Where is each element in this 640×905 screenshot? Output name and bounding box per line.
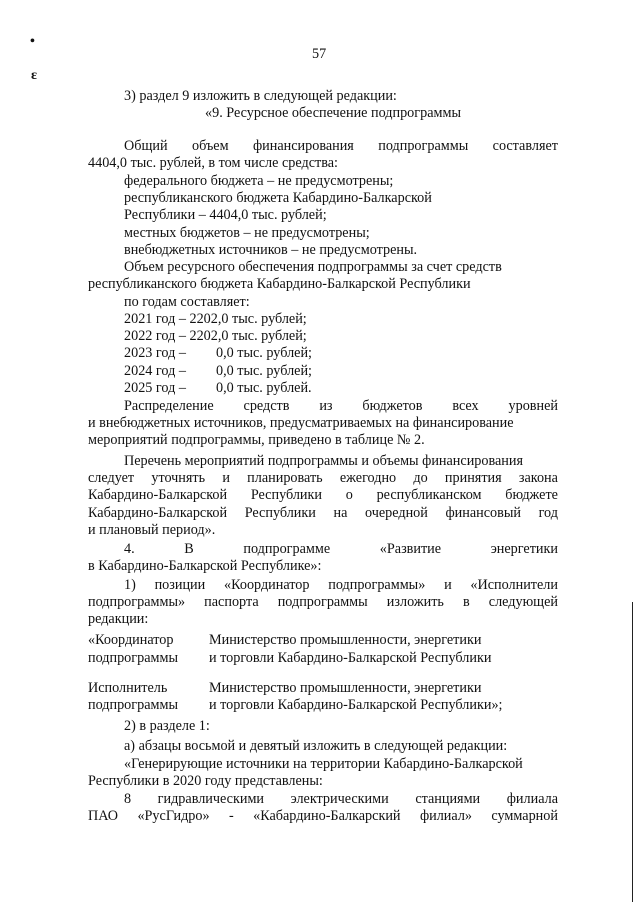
word: позиции: [154, 577, 206, 593]
word: подпрограмме: [243, 541, 331, 557]
word: уточнять: [151, 470, 206, 486]
word: подпрограммы: [277, 594, 368, 610]
word: уровней: [508, 398, 558, 414]
page-number: 57: [312, 46, 327, 62]
paragraph-line: мероприятий подпрограммы, приведено в таблице № 2.: [88, 432, 425, 448]
word: Республики: [244, 505, 316, 521]
word: филиала: [506, 791, 558, 807]
word: Кабардино-Балкарской: [88, 505, 228, 521]
word: подпрограммы»: [88, 594, 186, 610]
word: в: [462, 594, 470, 610]
word: на: [333, 505, 348, 521]
word: 8: [124, 791, 132, 807]
paragraph-line: Республики в 2020 году представлены:: [88, 773, 323, 789]
word: всех: [452, 398, 479, 414]
word: республиканском: [376, 487, 482, 503]
justified-line: [88, 808, 558, 825]
year-label: 2025 год –: [124, 380, 186, 396]
table-label: «Координатор: [88, 632, 174, 648]
word: гидравлическими: [157, 791, 265, 807]
paragraph-line: по годам составляет:: [124, 294, 250, 310]
word: принятия: [444, 470, 502, 486]
word: суммарной: [491, 808, 558, 824]
word: из: [319, 398, 333, 414]
table-value: и торговли Кабардино-Балкарской Республики: [209, 650, 492, 666]
justified-line: [124, 138, 558, 155]
word: следующей: [488, 594, 558, 610]
paragraph-line: 3) раздел 9 изложить в следующей редакции:: [124, 88, 397, 104]
word: ПАО: [88, 808, 119, 824]
paragraph-line: 2) в разделе 1:: [124, 718, 210, 734]
word: В: [184, 541, 194, 557]
paragraph-line: и внебюджетных источников, предусматриваемых на финансирование: [88, 415, 514, 431]
justified-line: [88, 470, 558, 487]
paragraph-line: внебюджетных источников – не предусмотрены.: [124, 242, 418, 258]
word: планировать: [247, 470, 323, 486]
year-amount: 0,0 тыс. рублей;: [216, 363, 312, 379]
word: «РусГидро»: [137, 808, 210, 824]
margin-mark: ɛ: [31, 68, 37, 83]
table-label: Исполнитель: [88, 680, 168, 696]
word: «Развитие: [379, 541, 442, 557]
word: филиал»: [419, 808, 472, 824]
word: «Исполнители: [470, 577, 558, 593]
word: Республики: [250, 487, 323, 503]
table-value: Министерство промышленности, энергетики: [209, 632, 482, 648]
paragraph-line: Перечень мероприятий подпрограммы и объемы финансирования: [124, 453, 523, 469]
word: Распределение: [124, 398, 214, 414]
paragraph-line: республиканского бюджета Кабардино-Балкарской: [124, 190, 432, 206]
justified-line: [88, 505, 558, 522]
word: изложить: [386, 594, 444, 610]
year-label: 2023 год –: [124, 345, 186, 361]
word: Кабардино-Балкарской: [88, 487, 228, 503]
word: финансирования: [252, 138, 354, 154]
justified-line: [124, 398, 558, 415]
word: бюджете: [505, 487, 558, 503]
paragraph-line: «Генерирующие источники на территории Кабардино-Балкарской: [124, 756, 523, 772]
paragraph-line: местных бюджетов – не предусмотрены;: [124, 225, 370, 241]
word: подпрограммы»: [328, 577, 426, 593]
year-amount: 0,0 тыс. рублей.: [216, 380, 312, 396]
word: следует: [88, 470, 135, 486]
scan-edge-line: [632, 602, 633, 902]
paragraph-line: республиканского бюджета Кабардино-Балкарской Республики: [88, 276, 471, 292]
word: станциями: [415, 791, 481, 807]
word: и: [444, 577, 452, 593]
table-value: и торговли Кабардино-Балкарской Республики»;: [209, 697, 503, 713]
word: «Координатор: [224, 577, 310, 593]
justified-line: [88, 594, 558, 611]
word: энергетики: [490, 541, 558, 557]
word: составляет: [492, 138, 558, 154]
word: бюджетов: [362, 398, 423, 414]
word: «Кабардино-Балкарский: [253, 808, 401, 824]
paragraph-line: и плановый период».: [88, 522, 216, 538]
table-value: Министерство промышленности, энергетики: [209, 680, 482, 696]
year-amount: 0,0 тыс. рублей;: [216, 345, 312, 361]
justified-line: [124, 541, 558, 558]
year-line: 2021 год – 2202,0 тыс. рублей;: [124, 311, 307, 327]
table-label: подпрограммы: [88, 650, 178, 666]
paragraph-line: Объем ресурсного обеспечения подпрограммы за счет средств: [124, 259, 502, 275]
section-heading: «9. Ресурсное обеспечение подпрограммы: [205, 105, 461, 121]
word: финансовый: [445, 505, 521, 521]
word: -: [228, 808, 234, 824]
table-label: подпрограммы: [88, 697, 178, 713]
word: электрическими: [290, 791, 389, 807]
word: 1): [124, 577, 136, 593]
paragraph-line: а) абзацы восьмой и девятый изложить в следующей редакции:: [124, 738, 508, 754]
word: объем: [191, 138, 229, 154]
word: до: [413, 470, 428, 486]
paragraph-line: Республики – 4404,0 тыс. рублей;: [124, 207, 327, 223]
paragraph-line: федерального бюджета – не предусмотрены;: [124, 173, 394, 189]
word: закона: [518, 470, 558, 486]
word: Общий: [124, 138, 168, 154]
paragraph-line: 4404,0 тыс. рублей, в том числе средства:: [88, 155, 338, 171]
word: год: [538, 505, 558, 521]
word: и: [222, 470, 230, 486]
paragraph-line: в Кабардино-Балкарской Республике»:: [88, 558, 322, 574]
word: очередной: [365, 505, 428, 521]
word: средств: [243, 398, 290, 414]
word: паспорта: [204, 594, 259, 610]
word: подпрограммы: [378, 138, 469, 154]
year-label: 2024 год –: [124, 363, 186, 379]
margin-mark: •: [30, 34, 35, 49]
justified-line: [124, 791, 558, 808]
word: о: [345, 487, 353, 503]
justified-line: [124, 577, 558, 594]
justified-line: [88, 487, 558, 504]
paragraph-line: редакции:: [88, 611, 149, 627]
word: 4.: [124, 541, 135, 557]
year-line: 2022 год – 2202,0 тыс. рублей;: [124, 328, 307, 344]
word: ежегодно: [339, 470, 397, 486]
